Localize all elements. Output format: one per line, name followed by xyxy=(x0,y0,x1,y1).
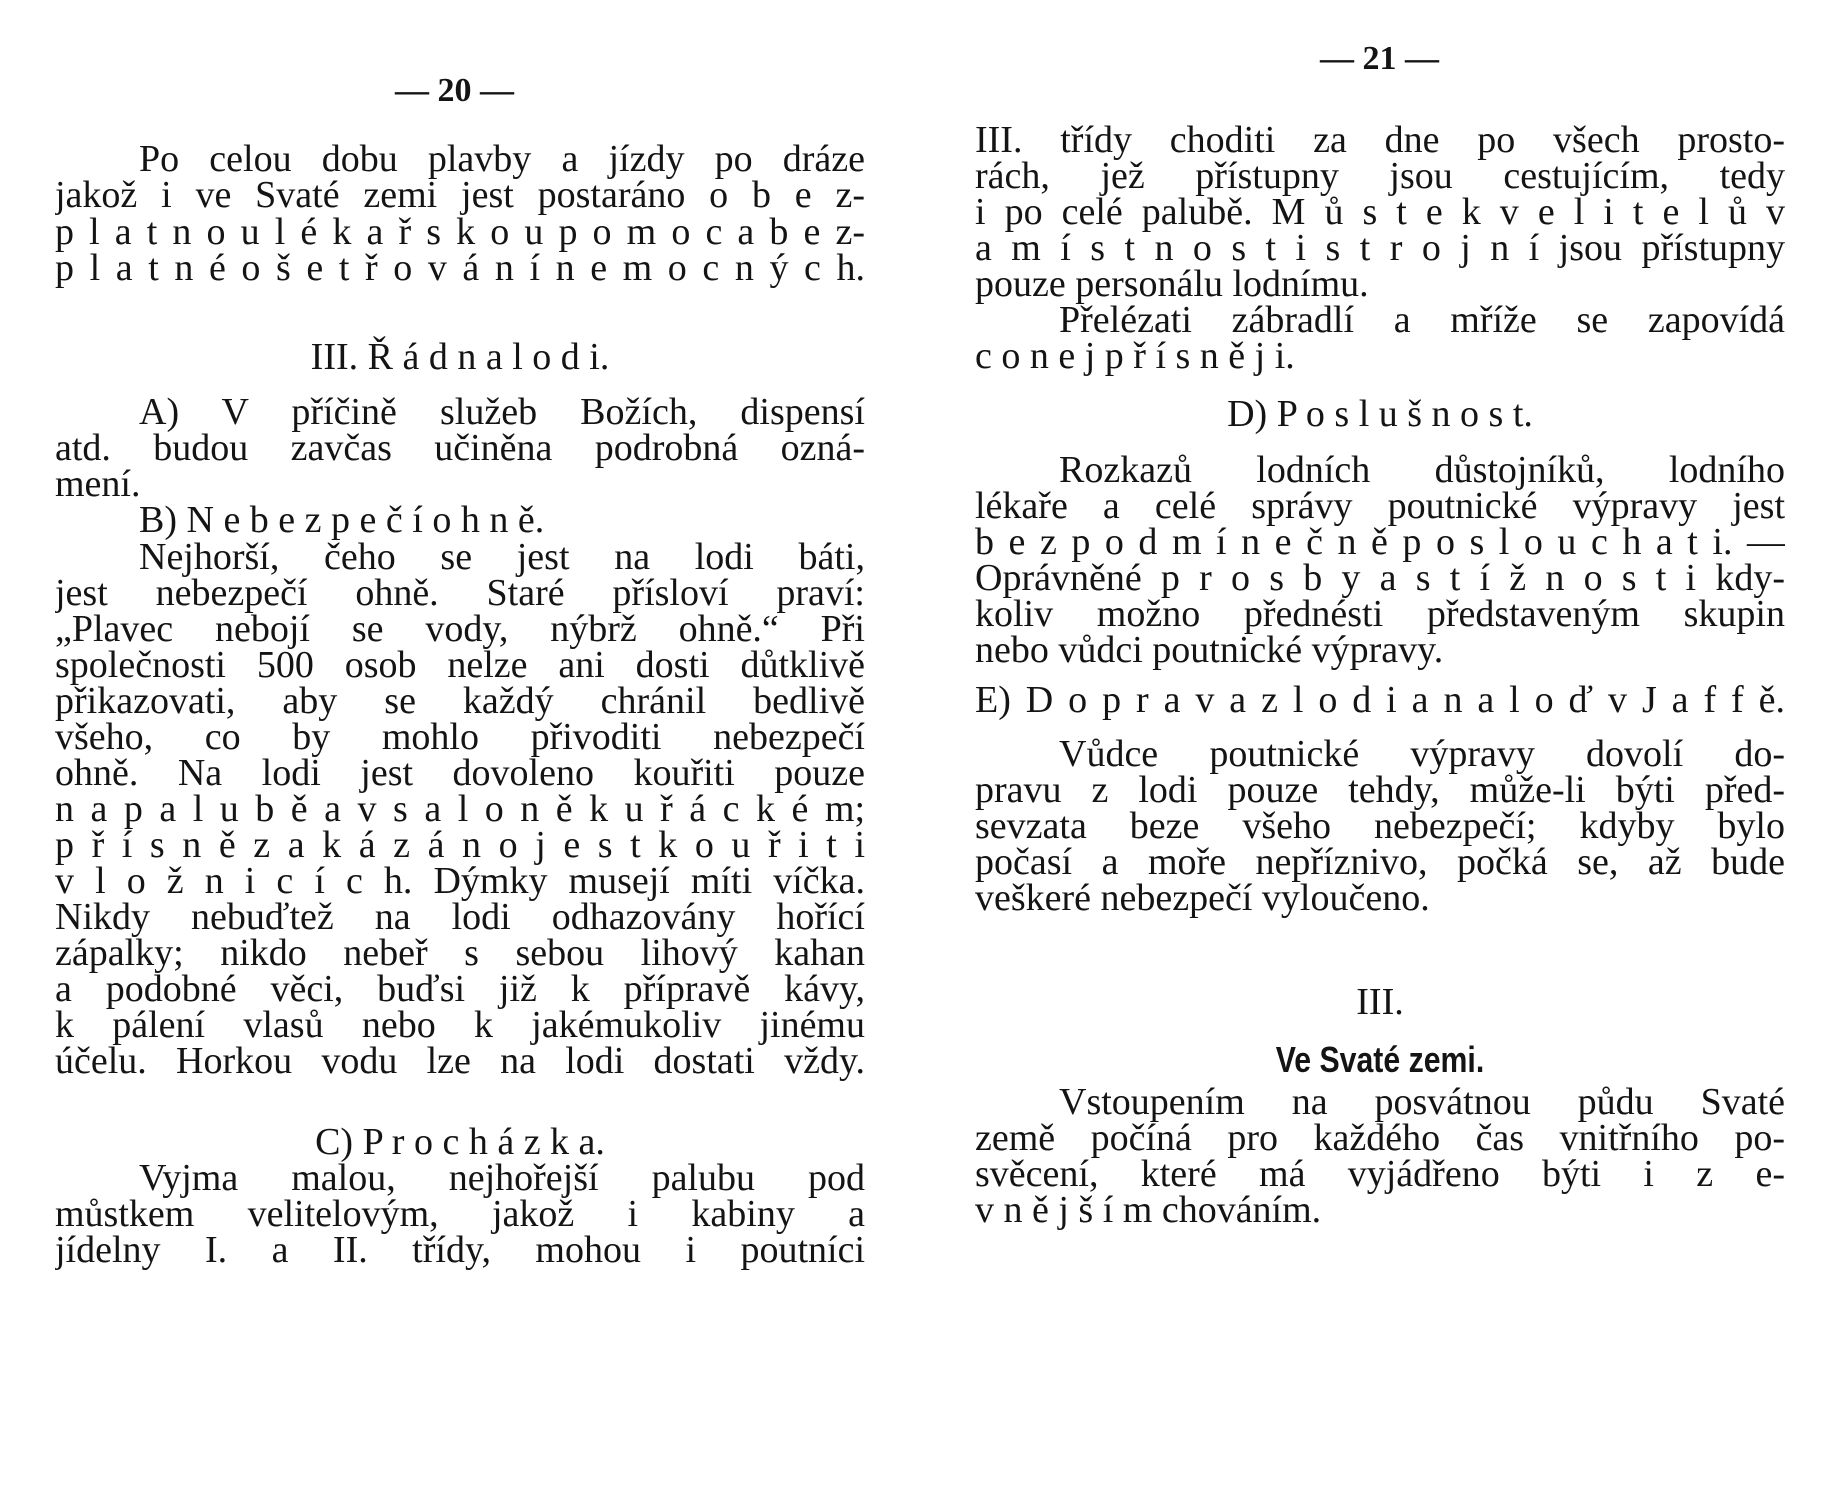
paragraph-line: svěcení, které má vyjádřeno býti i z e- xyxy=(975,1153,1785,1195)
paragraph-line: c o n e j p ř í s n ě j i. xyxy=(975,335,1295,377)
subsection-heading-poslusnost: D) P o s l u š n o s t. xyxy=(1227,393,1533,435)
paragraph-line: sevzata beze všeho nebezpečí; kdyby bylo xyxy=(975,805,1785,847)
paragraph-line: jídelny I. a II. třídy, mohou i poutníci xyxy=(55,1229,865,1271)
paragraph-line: Nejhorší, čeho se jest na lodi báti, xyxy=(139,536,865,578)
paragraph-line: A) V příčině služeb Božích, dispensí xyxy=(139,391,865,433)
paragraph-line: Nikdy nebuďtež na lodi odhazovány hořící xyxy=(55,896,865,938)
paragraph-line: III. třídy choditi za dne po všech prosto- xyxy=(975,119,1785,161)
paragraph-line: pravu z lodi pouze tehdy, může-li býti před- xyxy=(975,769,1785,811)
paragraph-line: všeho, co by mohlo přivoditi nebezpečí xyxy=(55,716,865,758)
paragraph-line: Vyjma malou, nejhořejší palubu pod xyxy=(139,1157,865,1199)
paragraph-line: i po celé palubě. M ů s t e k v e l i t e l ů v xyxy=(975,191,1785,233)
chapter-title: Ve Svaté zemi. xyxy=(1275,1039,1485,1080)
paragraph-line: rách, jež přístupny jsou cestujícím, tedy xyxy=(975,155,1785,197)
paragraph-line: b e z p o d m í n e č n ě p o s l o u c h a t i. — xyxy=(975,521,1785,563)
page-number-right: — 21 — xyxy=(1320,40,1439,77)
paragraph-line: a m í s t n o s t i s t r o j n í jsou přístupny xyxy=(975,227,1785,269)
paragraph-line: Vstoupením na posvátnou půdu Svaté xyxy=(1059,1081,1785,1123)
subsection-heading-doprava-z-lodi: E) D o p r a v a z l o d i a n a l o ď v J a f f ě. xyxy=(975,679,1785,721)
chapter-number: III. xyxy=(1356,981,1404,1023)
paragraph-line: účelu. Horkou vodu lze na lodi dostati vždy. xyxy=(55,1040,865,1082)
paragraph-line: Rozkazů lodních důstojníků, lodního xyxy=(1059,449,1785,491)
paragraph-line: společnosti 500 osob nelze ani dosti důtklivě xyxy=(55,644,865,686)
paragraph-line: ohně. Na lodi jest dovoleno kouřiti pouze xyxy=(55,752,865,794)
paragraph-line: k pálení vlasů nebo k jakémukoliv jinému xyxy=(55,1004,865,1046)
paragraph-line: Po celou dobu plavby a jízdy po dráze xyxy=(139,138,865,180)
paragraph-line: Vůdce poutnické výpravy dovolí do- xyxy=(1059,733,1785,775)
paragraph-line: v n ě j š í m chováním. xyxy=(975,1189,1322,1231)
paragraph-line: veškeré nebezpečí vyloučeno. xyxy=(975,877,1430,919)
paragraph-line: p l a t n o u l é k a ř s k o u p o m o c a b e z- xyxy=(55,211,865,253)
paragraph-line: přikazovati, aby se každý chránil bedlivě xyxy=(55,680,865,722)
paragraph-line: lékaře a celé správy poutnické výpravy jest xyxy=(975,485,1785,527)
paragraph-line: atd. budou zavčas učiněna podrobná ozná- xyxy=(55,427,865,469)
paragraph-line: a podobné věci, buďsi již k přípravě kávy, xyxy=(55,968,865,1010)
paragraph-line: n a p a l u b ě a v s a l o n ě k u ř á c k é m; xyxy=(55,788,865,830)
paragraph-line: v l o ž n i c í c h. Dýmky musejí míti víčka. xyxy=(55,860,865,902)
paragraph-line: mení. xyxy=(55,463,141,505)
paragraph-line: jakož i ve Svaté zemi jest postaráno o b e z- xyxy=(55,174,865,216)
paragraph-line: počasí a moře nepříznivo, počká se, až bude xyxy=(975,841,1785,883)
paragraph-line: Oprávněné p r o s b y a s t í ž n o s t i kdy- xyxy=(975,557,1785,599)
paragraph-line: můstkem velitelovým, jakož i kabiny a xyxy=(55,1193,865,1235)
subsection-heading-nebezpeci-ohne: B) N e b e z p e č í o h n ě. xyxy=(139,499,545,541)
paragraph-line: jest nebezpečí ohně. Staré přísloví praví: xyxy=(55,572,865,614)
subsection-heading-prochazka: C) P r o c h á z k a. xyxy=(315,1121,605,1163)
section-heading-rad-na-lodi: III. Ř á d n a l o d i. xyxy=(310,336,610,378)
paragraph-line: koliv možno přednésti představeným skupin xyxy=(975,593,1785,635)
page-number-left: — 20 — xyxy=(395,72,514,109)
paragraph-line: Přelézati zábradlí a mříže se zapovídá xyxy=(1059,299,1785,341)
paragraph-line: „Plavec nebojí se vody, nýbrž ohně.“ Při xyxy=(55,608,865,650)
paragraph-line: p ř í s n ě z a k á z á n o j e s t k o u ř i t i xyxy=(55,824,865,866)
paragraph-line: nebo vůdci poutnické výpravy. xyxy=(975,629,1444,671)
paragraph-line: p l a t n é o š e t ř o v á n í n e m o c n ý c h. xyxy=(55,247,865,289)
paragraph-line: země počíná pro každého čas vnitřního po- xyxy=(975,1117,1785,1159)
paragraph-line: pouze personálu lodnímu. xyxy=(975,263,1369,305)
paragraph-line: zápalky; nikdo nebeř s sebou lihový kahan xyxy=(55,932,865,974)
